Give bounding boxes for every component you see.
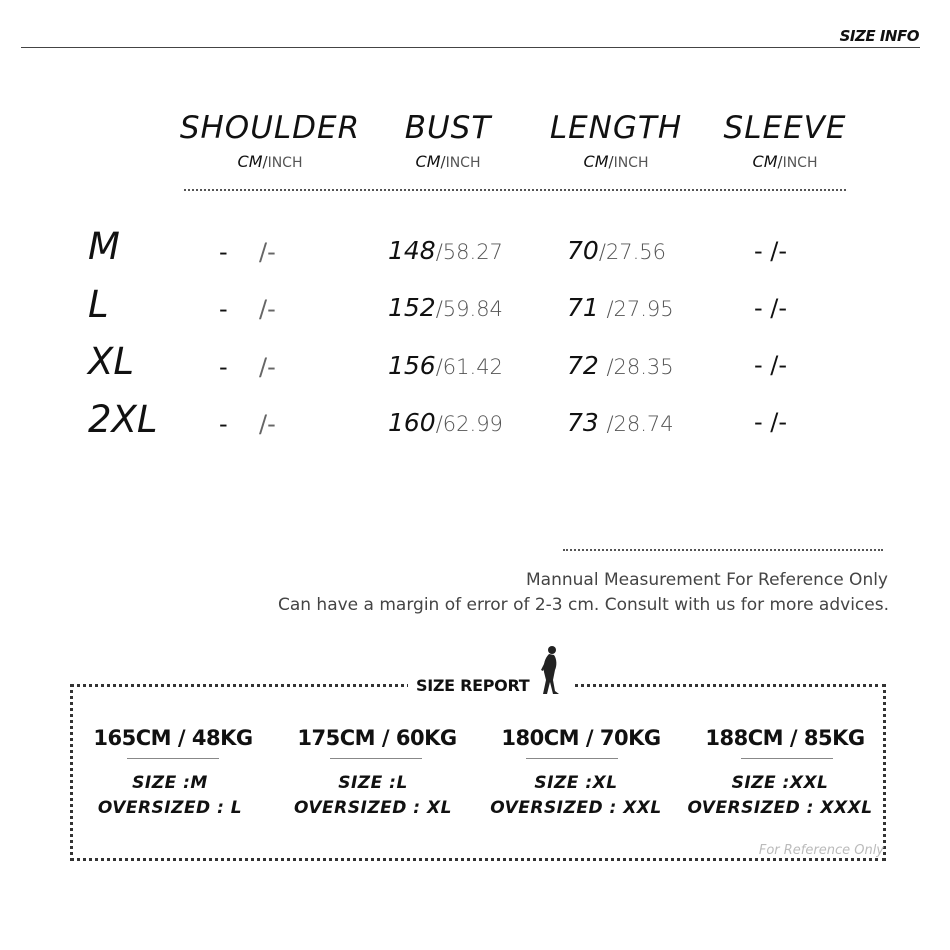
- bust-inch: /62.99: [435, 412, 503, 436]
- sleeve-value: - /-: [754, 237, 788, 265]
- unit-cm: CM: [237, 152, 263, 171]
- size-label-l: L: [88, 283, 109, 326]
- size-report-heading: [408, 640, 573, 696]
- sleeve-value: - /-: [754, 408, 788, 436]
- column-name: SLEEVE: [723, 110, 847, 146]
- bust-cm: 148: [388, 236, 436, 265]
- bust-cm: 160: [388, 408, 436, 437]
- unit-cm: CM: [583, 152, 609, 171]
- column-header-sleeve: [685, 110, 885, 172]
- length-inch: /28.74: [606, 412, 674, 436]
- report-divider: [127, 758, 219, 759]
- report-fit: [680, 771, 880, 821]
- bust-inch: /58.27: [435, 240, 503, 264]
- shoulder-cm: -: [219, 410, 228, 438]
- unit-separator: /: [777, 153, 783, 171]
- report-fit: [476, 771, 676, 821]
- header-dotted-divider: [184, 189, 846, 191]
- margin-note: Can have a margin of error of 2-3 cm. Consult with us for more advices.: [277, 595, 889, 615]
- unit-cm: CM: [415, 152, 441, 171]
- shoulder-cm: -: [219, 238, 228, 266]
- length-cm: 70: [567, 236, 599, 265]
- length-value: [567, 293, 674, 324]
- bust-cm: 152: [388, 293, 436, 322]
- bust-value: [388, 351, 503, 382]
- length-value: [567, 351, 674, 382]
- column-unit: [685, 153, 885, 172]
- header-divider: [21, 47, 920, 48]
- unit-inch: INCH: [782, 155, 818, 171]
- shoulder-inch: /-: [259, 353, 276, 381]
- bust-value: [388, 236, 503, 267]
- unit-inch: INCH: [267, 155, 303, 171]
- report-oversized: OVERSIZED : XXL: [490, 798, 662, 818]
- report-measure: 165CM / 48KG: [93, 726, 253, 750]
- report-measure: 188CM / 85KG: [705, 726, 865, 750]
- bust-value: [388, 408, 503, 439]
- column-header-shoulder: [170, 110, 370, 172]
- length-value: [567, 408, 674, 439]
- shoulder-cm: -: [219, 353, 228, 381]
- length-cm: 71: [567, 293, 599, 322]
- size-report-title: SIZE REPORT: [416, 676, 530, 695]
- page-title: SIZE INFO: [839, 27, 919, 45]
- length-inch: /28.35: [606, 355, 674, 379]
- column-name: SHOULDER: [179, 110, 361, 146]
- report-oversized: OVERSIZED : XXXL: [687, 798, 873, 818]
- unit-separator: /: [262, 153, 268, 171]
- length-cm: 72: [567, 351, 599, 380]
- report-divider: [741, 758, 833, 759]
- unit-separator: /: [608, 153, 614, 171]
- length-value: [567, 236, 666, 267]
- report-fit: [70, 771, 270, 821]
- unit-cm: CM: [752, 152, 778, 171]
- report-size: SIZE :XXL: [731, 773, 829, 793]
- unit-separator: /: [440, 153, 446, 171]
- shoulder-cm: -: [219, 295, 228, 323]
- shoulder-inch: /-: [259, 295, 276, 323]
- bust-cm: 156: [388, 351, 436, 380]
- report-divider: [526, 758, 618, 759]
- report-oversized: OVERSIZED : L: [97, 798, 243, 818]
- bust-inch: /59.84: [435, 297, 503, 321]
- size-label-m: M: [88, 225, 120, 268]
- column-unit: [170, 153, 370, 172]
- reference-footnote: For Reference Only: [758, 843, 884, 858]
- report-size: SIZE :XL: [534, 773, 618, 793]
- unit-inch: INCH: [613, 155, 649, 171]
- column-name: BUST: [404, 110, 492, 146]
- bust-inch: /61.42: [435, 355, 503, 379]
- length-inch: /27.56: [598, 240, 667, 264]
- report-size: SIZE :L: [338, 773, 408, 793]
- measurement-note: Mannual Measurement For Reference Only: [526, 570, 888, 590]
- shoulder-inch: /-: [259, 410, 276, 438]
- length-cm: 73: [567, 408, 599, 437]
- size-label-2xl: 2XL: [88, 398, 158, 441]
- notes-dotted-divider: [563, 549, 883, 551]
- report-size: SIZE :M: [132, 773, 208, 793]
- sleeve-value: - /-: [754, 351, 788, 379]
- column-name: LENGTH: [549, 110, 683, 146]
- report-oversized: OVERSIZED : XL: [294, 798, 452, 818]
- size-label-xl: XL: [88, 340, 134, 383]
- length-inch: /27.95: [606, 297, 674, 321]
- shoulder-inch: /-: [259, 238, 276, 266]
- unit-inch: INCH: [445, 155, 481, 171]
- report-fit: [273, 771, 473, 821]
- sleeve-value: - /-: [754, 294, 788, 322]
- bust-value: [388, 293, 503, 324]
- report-measure: 180CM / 70KG: [501, 726, 661, 750]
- report-measure: 175CM / 60KG: [297, 726, 457, 750]
- report-divider: [330, 758, 422, 759]
- standing-figure-icon: [535, 644, 565, 696]
